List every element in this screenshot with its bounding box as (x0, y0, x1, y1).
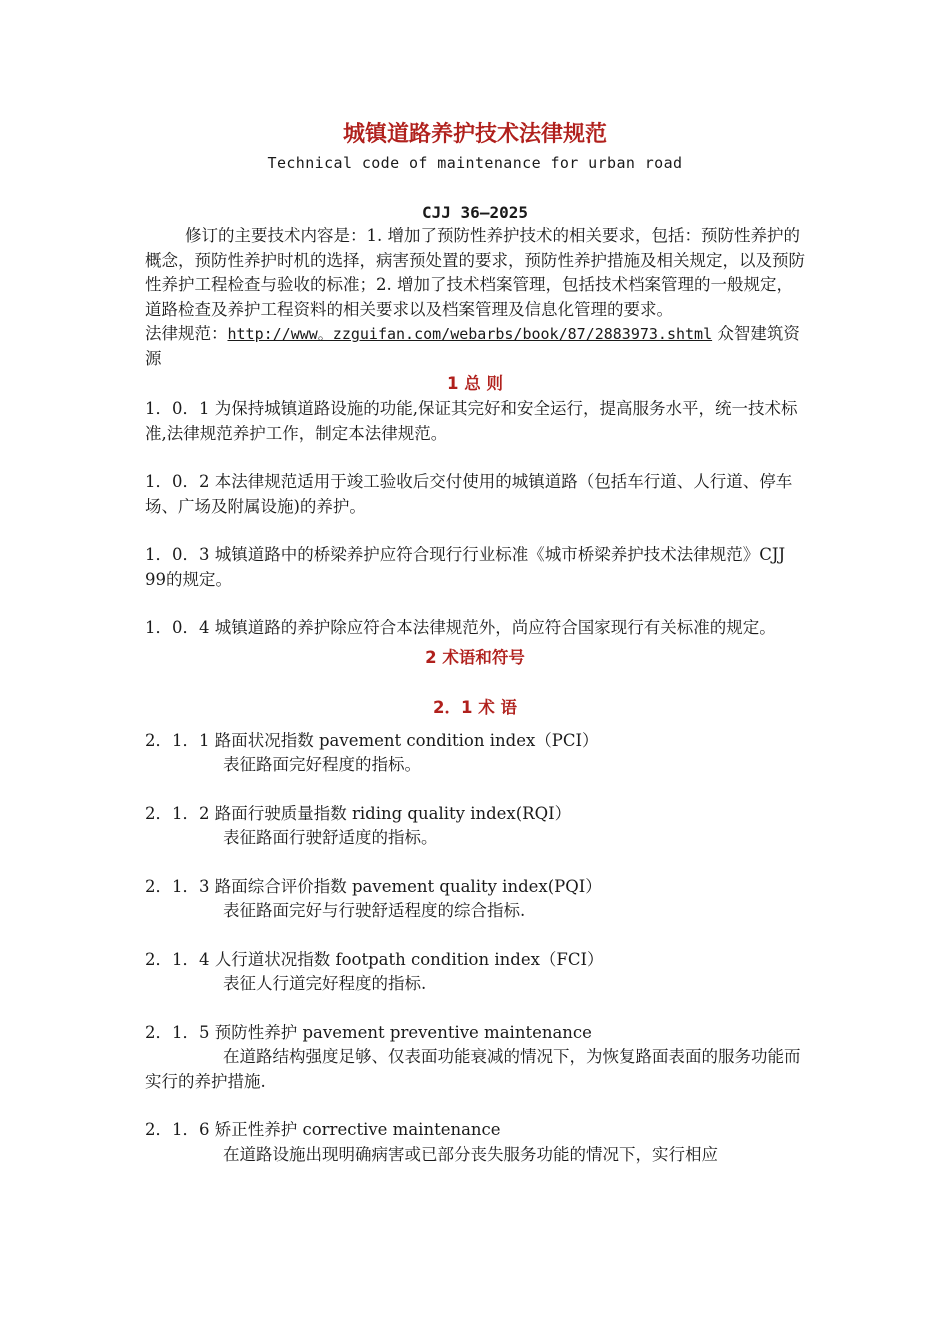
clause-1-0-4 (145, 616, 805, 641)
chapter-2-heading: 2 术语和符号 (425, 647, 525, 667)
term-definition: 表征人行道完好程度的指标. (223, 974, 427, 993)
clause-number: 1．0．2 (145, 472, 210, 491)
term-title-line (145, 802, 805, 827)
clause-text: 本法律规范适用于竣工验收后交付使用的城镇道路（包括车行道、人行道、停车场、广场及附属设施)的养护。 (145, 472, 793, 516)
term-definition: 在道路设施出现明确病害或已部分丧失服务功能的情况下，实行相应 (223, 1144, 718, 1164)
clause-1-0-2 (145, 470, 805, 519)
term-number: 2．1．1 (145, 730, 210, 750)
term-2-1-3 (145, 875, 805, 924)
term-2-1-4 (145, 948, 805, 997)
clause-1-0-1 (145, 397, 805, 446)
clause-text: 城镇道路的养护除应符合本法律规范外，尚应符合国家现行有关标准的规定。 (209, 618, 776, 637)
source-line (145, 322, 805, 371)
intro-paragraph: 修订的主要技术内容是：1. 增加了预防性养护技术的相关要求，包括：预防性养护的概念，预防性养护时机的选择，病害预处置的要求，预防性养护措施及相关规定，以及预防性养护工程检查与验收的标准；2. 增加了技术档案管理，包括技术档案管理的一般规定，道路检查及养护工程资料的相关要求以及档案管理及信息化管理的要求。 (145, 226, 805, 319)
term-2-1-6 (145, 1118, 805, 1167)
term-title-line (145, 729, 805, 754)
source-link[interactable]: http://www。zzguifan.com/webarbs/book/87/2883973.shtml (227, 325, 713, 343)
source-label: 法律规范： (145, 324, 228, 343)
term-title-line (145, 1021, 805, 1046)
term-definition: 表征路面完好与行驶舒适程度的综合指标. (223, 901, 526, 920)
clause-text: 为保持城镇道路设施的功能,保证其完好和安全运行，提高服务水平，统一技术标准,法律规范养护工作，制定本法律规范。 (145, 399, 798, 443)
term-title: 路面状况指数 pavement condition index（PCI） (209, 730, 599, 750)
section-2-1-heading: 2．1 术 语 (433, 697, 517, 717)
term-title-line (145, 948, 805, 973)
term-2-1-5 (145, 1021, 805, 1095)
term-number: 2．1．2 (145, 803, 210, 823)
source-suffix: 众智建筑资源 (145, 324, 800, 368)
clause-number: 1．0．3 (145, 545, 210, 564)
clause-number: 1．0．1 (145, 399, 210, 418)
term-title: 路面行驶质量指数 riding quality index(RQI） (209, 803, 572, 823)
term-title: 人行道状况指数 footpath condition index（FCI） (209, 949, 604, 969)
chapter-1-heading: 1 总 则 (447, 374, 503, 393)
clause-number: 1．0．4 (145, 618, 210, 637)
standard-code: CJJ 36—2025 (422, 203, 528, 222)
term-number: 2．1．4 (145, 949, 210, 969)
document-page (145, 118, 805, 1167)
term-number: 2．1．5 (145, 1022, 210, 1042)
term-definition: 表征路面行驶舒适度的指标。 (223, 828, 438, 847)
document-subtitle: Technical code of maintenance for urban road (267, 154, 683, 172)
term-title-line (145, 875, 805, 900)
term-title: 预防性养护 pavement preventive maintenance (209, 1022, 592, 1042)
term-title: 路面综合评价指数 pavement quality index(PQI） (209, 876, 602, 896)
term-2-1-1 (145, 729, 805, 778)
term-title: 矫正性养护 corrective maintenance (209, 1120, 501, 1139)
term-definition: 在道路结构强度足够、仅表面功能衰减的情况下，为恢复路面表面的服务功能而实行的养护措施. (145, 1047, 801, 1091)
clause-text: 城镇道路中的桥梁养护应符合现行行业标准《城市桥梁养护技术法律规范》CJJ 99的规定。 (145, 545, 786, 589)
term-number: 2．1．3 (145, 876, 210, 896)
term-definition: 表征路面完好程度的指标。 (223, 755, 421, 774)
term-2-1-2 (145, 802, 805, 851)
term-title-line (145, 1118, 805, 1143)
term-number: 2．1．6 (145, 1120, 210, 1139)
clause-1-0-3 (145, 543, 805, 592)
document-title: 城镇道路养护技术法律规范 (342, 122, 607, 147)
